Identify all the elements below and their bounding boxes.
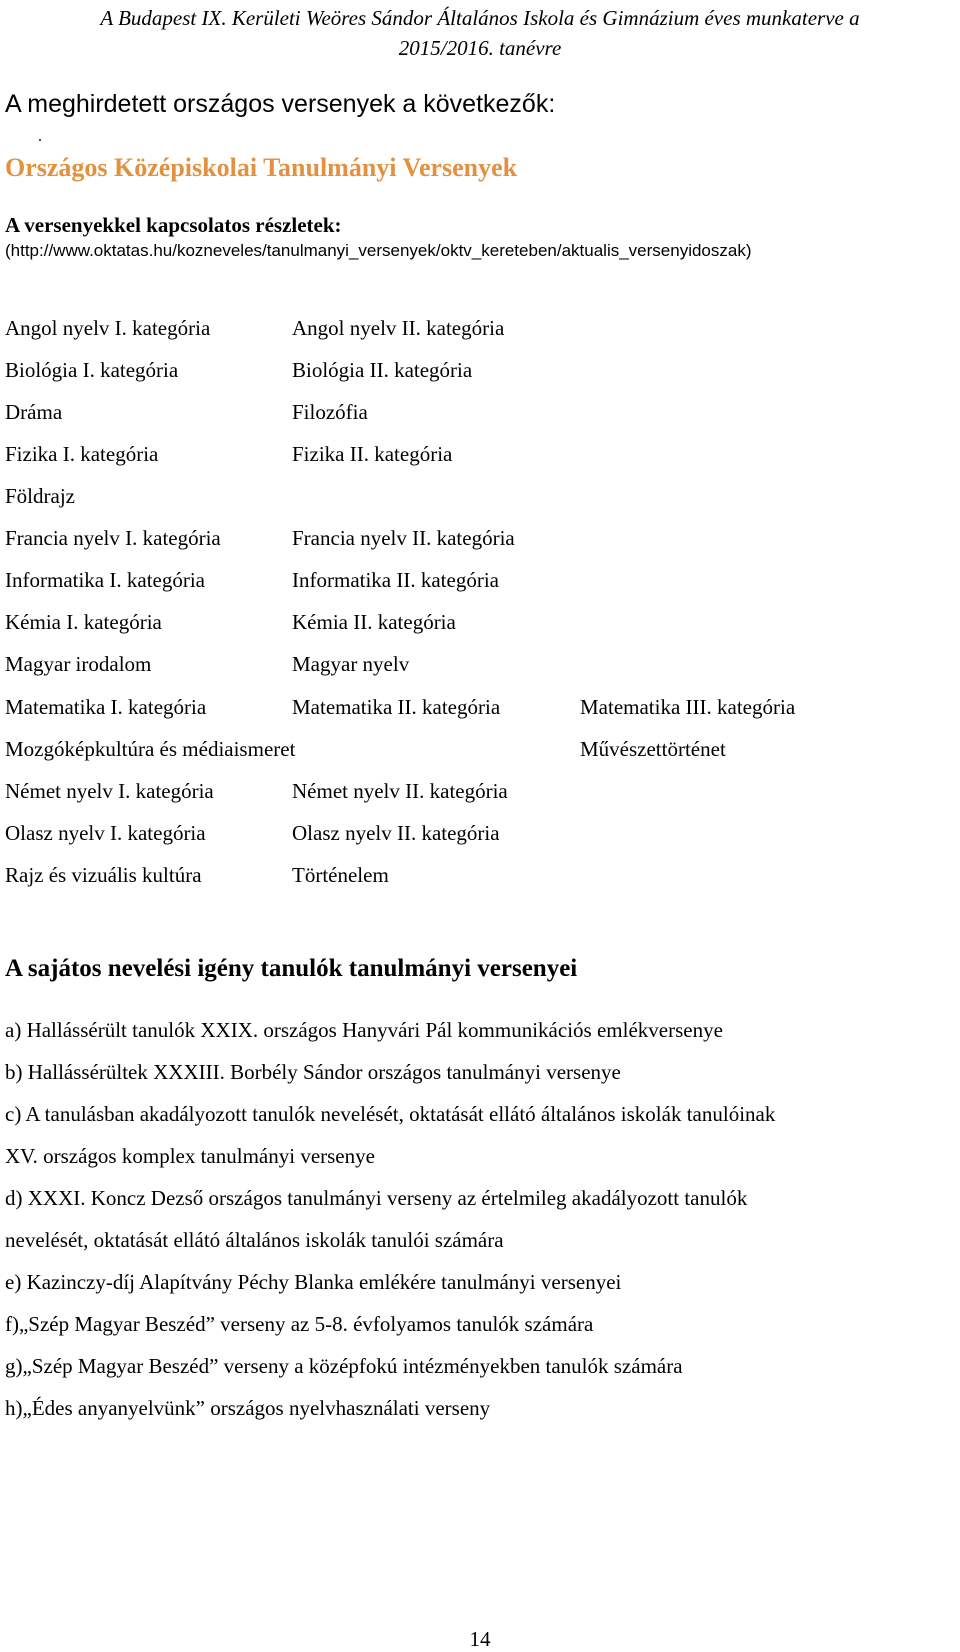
special-section-title: A sajátos nevelési igény tanulók tanulmányi versenyei bbox=[5, 955, 578, 982]
subject-cell: Francia nyelv I. kategória bbox=[5, 526, 221, 550]
subject-cell: Matematika II. kategória bbox=[292, 695, 501, 719]
subject-cell: Dráma bbox=[5, 400, 63, 424]
list-item: h)„Édes anyanyelvünk” országos nyelvhasználati verseny bbox=[5, 1396, 491, 1420]
subject-cell: Művészettörténet bbox=[580, 737, 726, 761]
subject-cell: Angol nyelv I. kategória bbox=[5, 316, 211, 340]
page-number: 14 bbox=[469, 1627, 491, 1651]
subject-cell: Angol nyelv II. kategória bbox=[292, 316, 505, 340]
subject-cell: Földrajz bbox=[5, 484, 75, 508]
intro-text: A meghirdetett országos versenyek a következők: bbox=[5, 90, 556, 118]
header-line-1: A Budapest IX. Kerületi Weöres Sándor Általános Iskola és Gimnázium éves munkaterve a bbox=[100, 6, 860, 30]
details-label: A versenyekkel kapcsolatos részletek: bbox=[5, 213, 342, 237]
subject-cell: Kémia II. kategória bbox=[292, 610, 456, 634]
list-item: e) Kazinczy-díj Alapítvány Péchy Blanka emlékére tanulmányi versenyei bbox=[5, 1270, 622, 1294]
subject-cell: Matematika III. kategória bbox=[580, 695, 796, 719]
list-item: f)„Szép Magyar Beszéd” verseny az 5-8. évfolyamos tanulók számára bbox=[5, 1312, 594, 1336]
subject-cell: Fizika I. kategória bbox=[5, 442, 159, 466]
list-item: a) Hallássérült tanulók XXIX. országos Hanyvári Pál kommunikációs emlékversenye bbox=[5, 1018, 723, 1042]
subject-cell: Informatika II. kategória bbox=[292, 568, 499, 592]
subject-cell: Olasz nyelv I. kategória bbox=[5, 821, 206, 845]
subject-cell: Magyar irodalom bbox=[5, 652, 152, 676]
subject-cell: Fizika II. kategória bbox=[292, 442, 453, 466]
header-line-2: 2015/2016. tanévre bbox=[398, 36, 562, 60]
subject-cell: Olasz nyelv II. kategória bbox=[292, 821, 500, 845]
dot-mark: . bbox=[38, 128, 42, 145]
subject-cell: Matematika I. kategória bbox=[5, 695, 207, 719]
list-item: b) Hallássérültek XXXIII. Borbély Sándor országos tanulmányi versenye bbox=[5, 1060, 621, 1084]
subject-cell: Történelem bbox=[292, 863, 389, 887]
subject-cell: Filozófia bbox=[292, 400, 368, 424]
subject-cell: Francia nyelv II. kategória bbox=[292, 526, 515, 550]
subject-cell: Kémia I. kategória bbox=[5, 610, 162, 634]
subject-cell: Mozgóképkultúra és médiaismeret bbox=[5, 737, 296, 761]
subject-cell: Rajz és vizuális kultúra bbox=[5, 863, 202, 887]
subject-cell: Biológia II. kategória bbox=[292, 358, 473, 382]
list-item: c) A tanulásban akadályozott tanulók nevelését, oktatását ellátó általános iskolák tanulóinak bbox=[5, 1102, 776, 1126]
competition-title: Országos Középiskolai Tanulmányi Versenyek bbox=[5, 153, 518, 182]
subject-cell: Informatika I. kategória bbox=[5, 568, 205, 592]
subject-cell: Biológia I. kategória bbox=[5, 358, 179, 382]
list-item: g)„Szép Magyar Beszéd” verseny a középfokú intézményekben tanulók számára bbox=[5, 1354, 683, 1378]
subject-cell: Német nyelv I. kategória bbox=[5, 779, 214, 803]
subject-cell: Magyar nyelv bbox=[292, 652, 410, 676]
list-item: XV. országos komplex tanulmányi versenye bbox=[5, 1144, 375, 1168]
details-url: (http://www.oktatas.hu/kozneveles/tanulmanyi_versenyek/oktv_kereteben/aktualis_versenyidoszak) bbox=[5, 241, 752, 260]
list-item: nevelését, oktatását ellátó általános iskolák tanulói számára bbox=[5, 1228, 504, 1252]
subject-cell: Német nyelv II. kategória bbox=[292, 779, 508, 803]
list-item: d) XXXI. Koncz Dezső országos tanulmányi verseny az értelmileg akadályozott tanulók bbox=[5, 1186, 748, 1210]
